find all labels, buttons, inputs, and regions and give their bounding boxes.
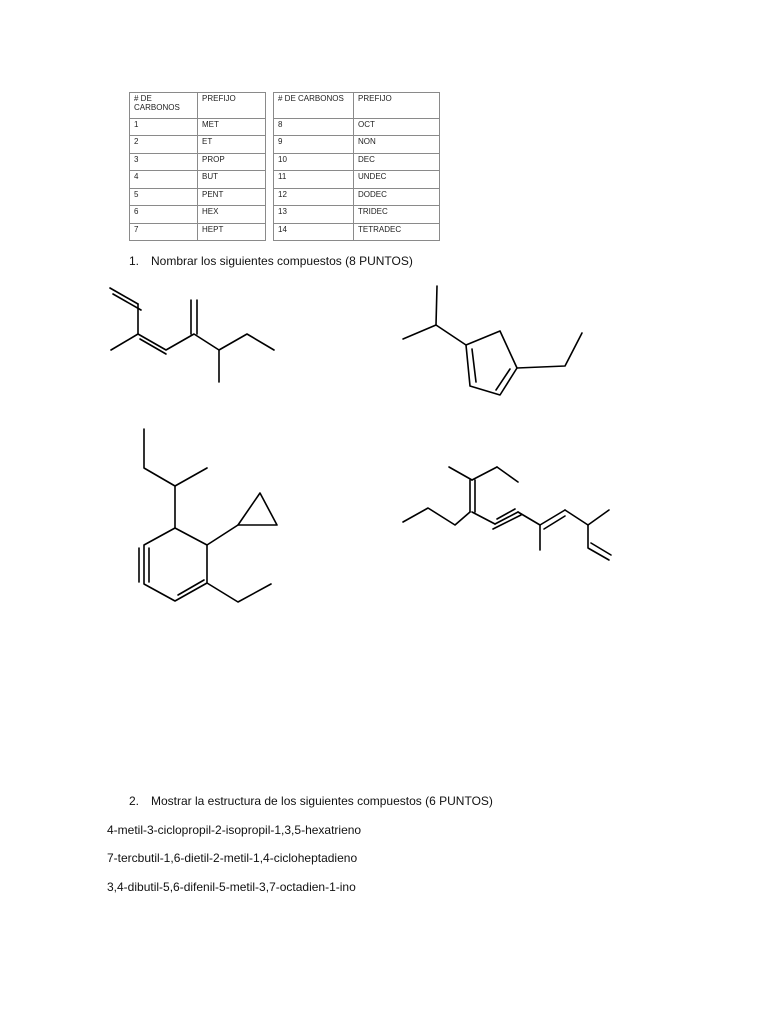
- table-cell: 2: [130, 136, 198, 153]
- molecule-1-structure: [110, 288, 274, 382]
- table-cell: 4: [130, 171, 198, 188]
- compound-name-2: 7-tercbutil-1,6-dietil-2-metil-1,4-cicloheptadieno: [107, 851, 358, 865]
- table-cell: 8: [274, 118, 354, 135]
- compound-name-3: 3,4-dibutil-5,6-difenil-5-metil-3,7-octadien-1-ino: [107, 880, 356, 894]
- table-cell: TRIDEC: [354, 206, 440, 223]
- table-cell: 14: [274, 223, 354, 241]
- table-cell: TETRADEC: [354, 223, 440, 241]
- molecule-3-structure: [139, 429, 277, 602]
- table-cell: 9: [274, 136, 354, 153]
- table-cell: DEC: [354, 153, 440, 170]
- table-cell: MET: [198, 118, 266, 135]
- table-cell: 6: [130, 206, 198, 223]
- table-cell: 13: [274, 206, 354, 223]
- table-cell: DODEC: [354, 188, 440, 205]
- table-cell: HEPT: [198, 223, 266, 241]
- table-cell: 7: [130, 223, 198, 241]
- table-cell: UNDEC: [354, 171, 440, 188]
- table-cell: OCT: [354, 118, 440, 135]
- table-header-carbons-1: # DE CARBONOS: [130, 93, 198, 119]
- molecule-2-structure: [403, 286, 582, 395]
- question-2-number: 2.: [129, 794, 140, 808]
- table-cell: ET: [198, 136, 266, 153]
- table-cell: PENT: [198, 188, 266, 205]
- question-2-text: Mostrar la estructura de los siguientes compuestos (6 PUNTOS): [151, 794, 493, 808]
- table-cell: 1: [130, 118, 198, 135]
- molecule-4-structure: [403, 467, 611, 560]
- question-1-number: 1.: [129, 254, 140, 268]
- table-cell: 5: [130, 188, 198, 205]
- table-cell: 10: [274, 153, 354, 170]
- table-header-prefix-1: PREFIJO: [198, 93, 266, 119]
- table-cell: PROP: [198, 153, 266, 170]
- table-cell: 3: [130, 153, 198, 170]
- table-cell: HEX: [198, 206, 266, 223]
- table-header-carbons-2: # DE CARBONOS: [274, 93, 354, 119]
- question-1-text: Nombrar los siguientes compuestos (8 PUNTOS): [151, 254, 413, 268]
- table-cell: NON: [354, 136, 440, 153]
- question-2: [129, 794, 493, 808]
- table-cell: 12: [274, 188, 354, 205]
- table-cell: BUT: [198, 171, 266, 188]
- table-cell: 11: [274, 171, 354, 188]
- table-header-prefix-2: PREFIJO: [354, 93, 440, 119]
- compound-name-1: 4-metil-3-ciclopropil-2-isopropil-1,3,5-hexatrieno: [107, 823, 362, 837]
